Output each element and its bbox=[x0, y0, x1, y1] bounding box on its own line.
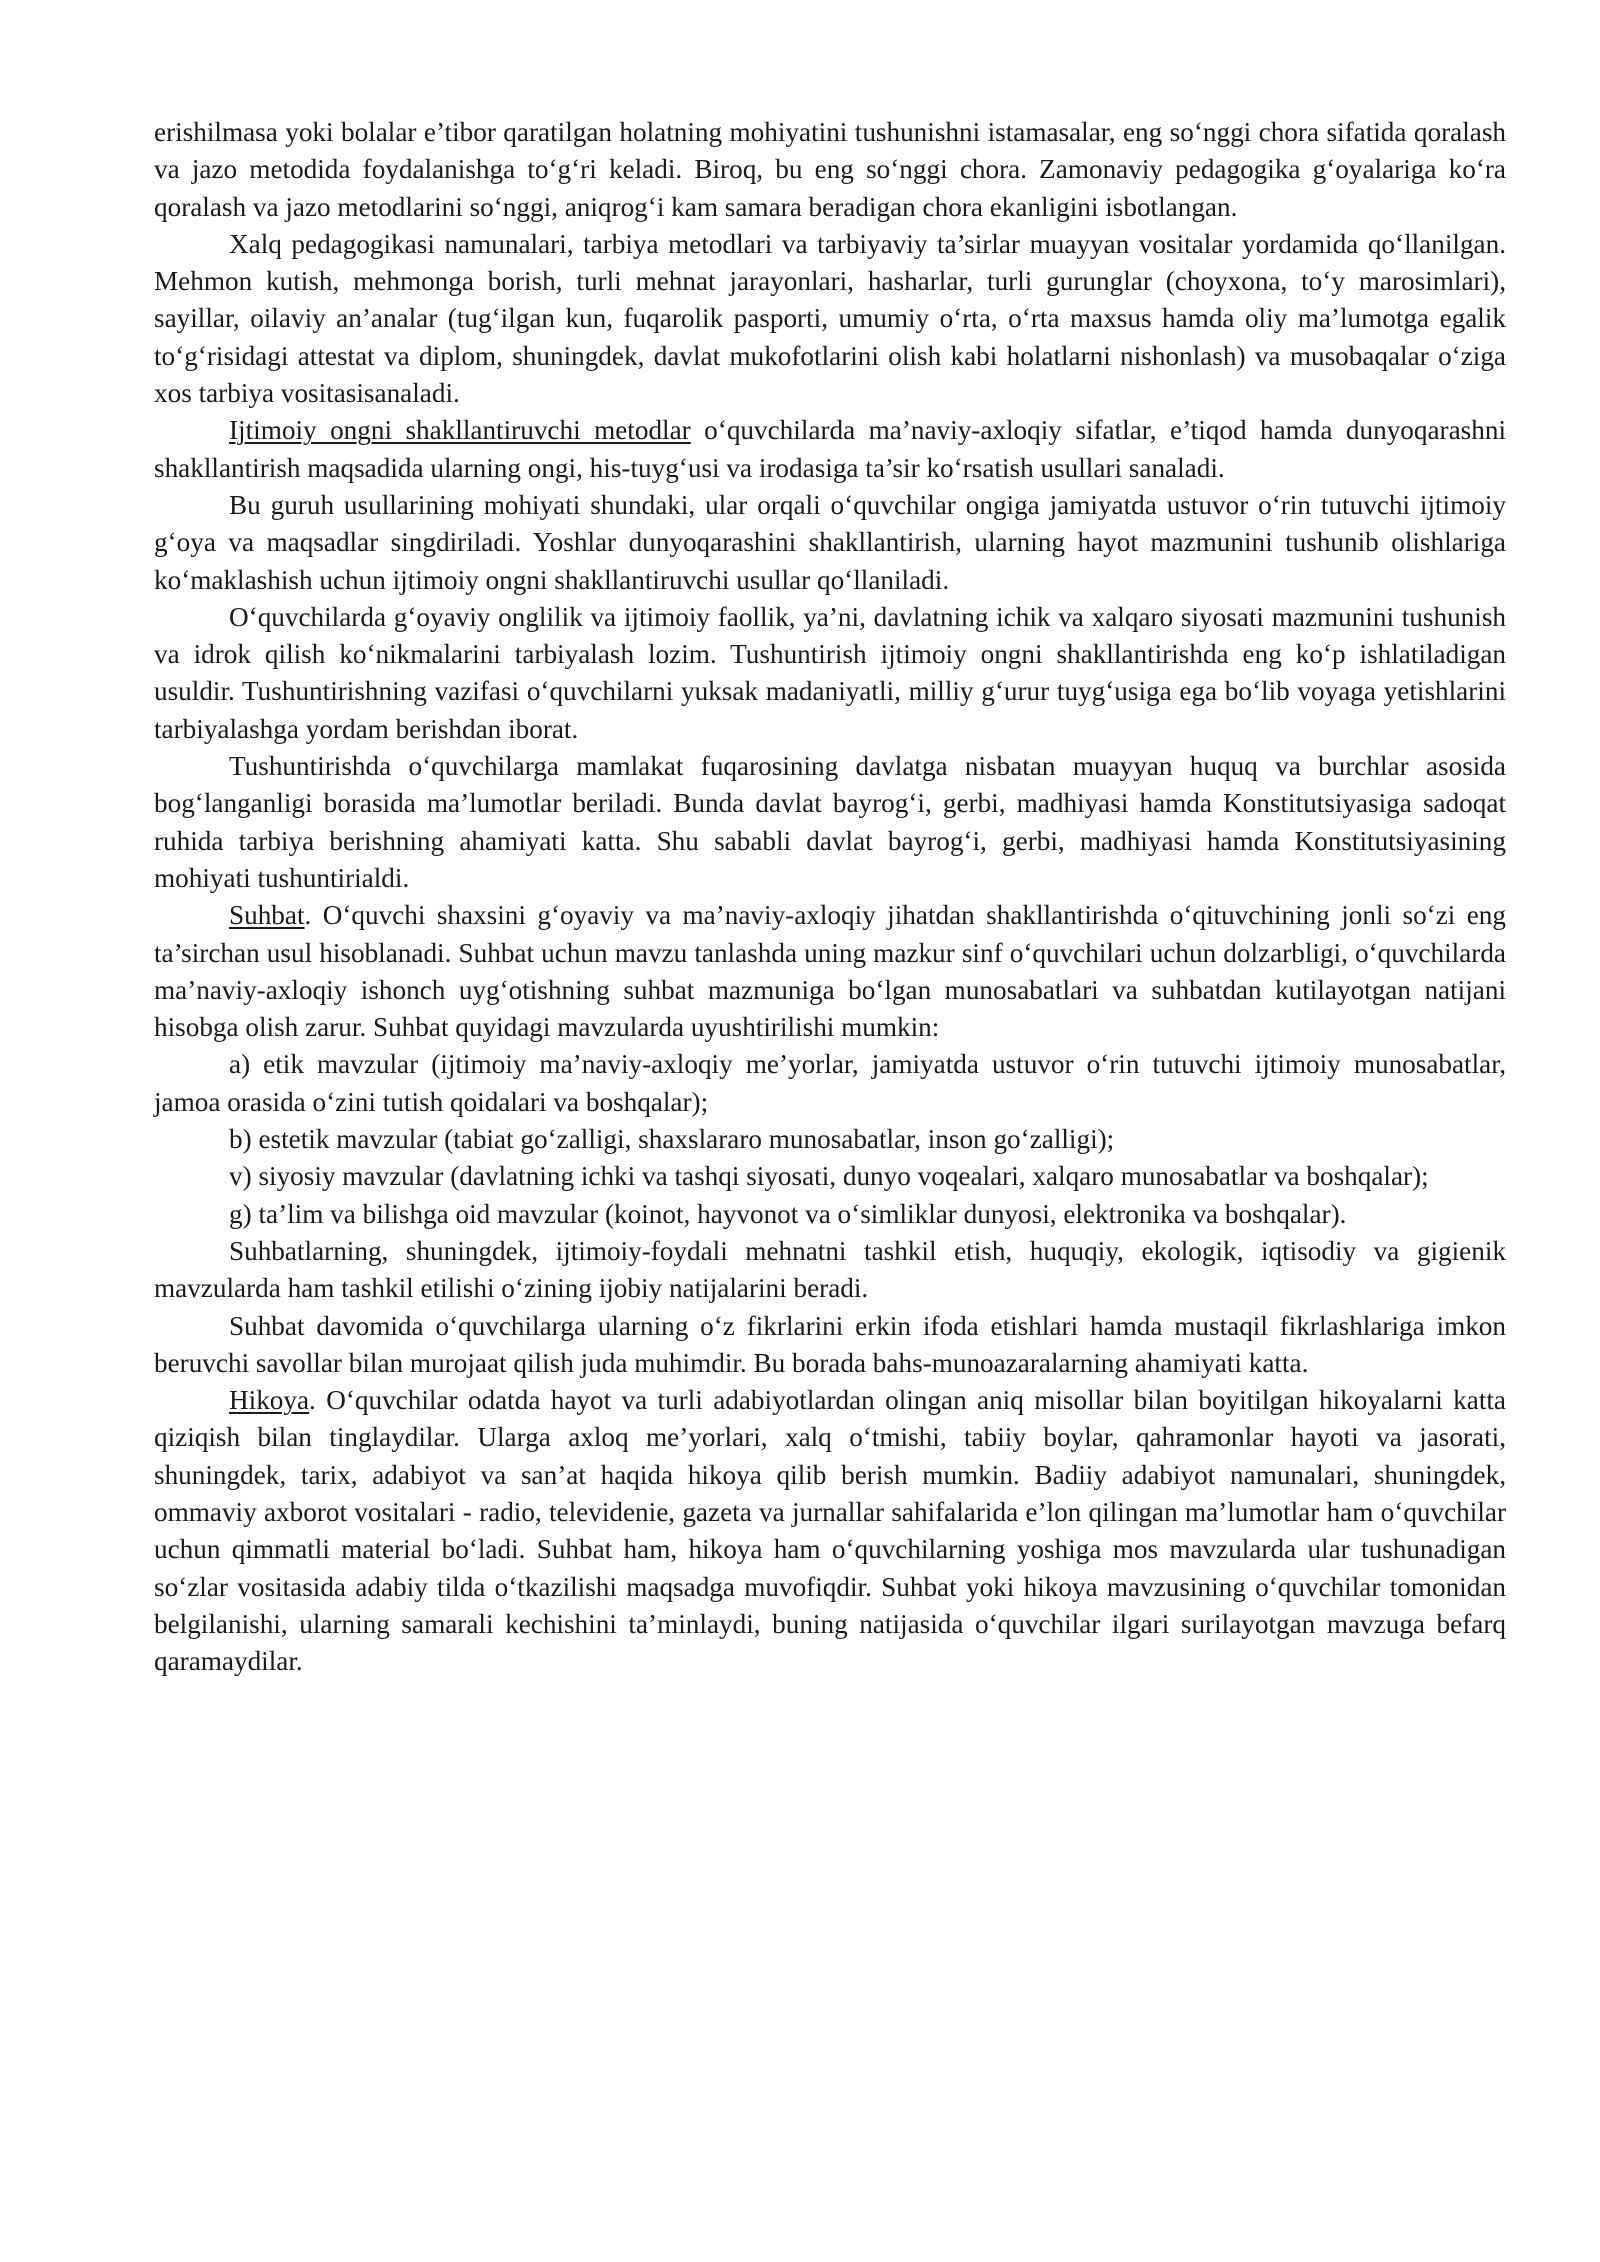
list-item-v-text: v) siyosiy mavzular (davlatning ichki va tashqi siyosati, dunyo voqealari, xalqaro munosabatlar va boshqalar); bbox=[229, 1161, 1429, 1192]
list-item-a-text: a) etik mavzular (ijtimoiy ma’naviy-axloqiy me’yorlar, jamiyatda ustuvor o‘rin tutuvchi ijtimoiy munosabatlar, jamoa orasida o‘zini tutish qoidalari va boshqalar); bbox=[154, 1049, 1506, 1117]
paragraph-2 bbox=[154, 226, 1506, 412]
underlined-term-suhbat: Suhbat bbox=[229, 900, 305, 931]
paragraph-1 bbox=[154, 114, 1506, 226]
paragraph-14 bbox=[154, 1382, 1506, 1680]
underlined-term-hikoya: Hikoya bbox=[229, 1385, 310, 1416]
list-item-g bbox=[154, 1196, 1506, 1233]
paragraph-5 bbox=[154, 599, 1506, 748]
paragraph-2-text: Xalq pedagogikasi namunalari, tarbiya metodlari va tarbiyaviy ta’sirlar muayyan vositalar yordamida qo‘llanilgan. Mehmon kutish, mehmonga borish, turli mehnat jarayonlari, hasharlar, turli gurunglar (choyxona, to‘y marosimlari), sayillar, oilaviy an’analar (tug‘ilgan kun, fuqarolik pasporti, umumiy o‘rta, o‘rta maxsus hamda oliy ma’lumotga egalik to‘g‘risidagi attestat va diplom, shuningdek, davlat mukofotlarini olish kabi holatlarni nishonlash) va musobaqalar o‘ziga xos tarbiya vositasisanaladi. bbox=[154, 228, 1506, 409]
list-item-b-text: b) estetik mavzular (tabiat go‘zalligi, shaxslararo munosabatlar, inson go‘zalligi); bbox=[229, 1124, 1115, 1155]
paragraph-3-text: o‘quvchilarda ma’naviy-axloqiy sifatlar, e’tiqod hamda dunyoqarashni shakllantirish maqsadida ularning ongi, his-tuyg‘usi va irodasiga ta’sir ko‘rsatish usullari sanaladi. bbox=[154, 415, 1506, 483]
paragraph-14-text: . O‘quvchilar odatda hayot va turli adabiyotlardan olingan aniq misollar bilan boyitilgan hikoyalarni katta qiziqish bilan tinglaydilar. Ularga axloq me’yorlari, xalq o‘tmishi, tabiiy boylar, qahramonlar hayoti va jasorati, shuningdek, tarix, adabiyot va san’at haqida hikoya qilib berish mumkin. Badiiy adabiyot namunalari, shuningdek, ommaviy axborot vositalari - radio, televidenie, gazeta va jurnallar sahifalarida e’lon qilingan ma’lumotlar ham o‘quvchilar uchun qimmatli material bo‘ladi. Suhbat ham, hikoya ham o‘quvchilarning yoshiga mos mavzularda ular tushunadigan so‘zlar vositasida adabiy tilda o‘tkazilishi maqsadga muvofiqdir. Suhbat yoki hikoya mavzusining o‘quvchilar tomonidan belgilanishi, ularning samarali kechishini ta’minlaydi, buning natijasida o‘quvchilar ilgari surilayotgan mavzuga befarq qaramaydilar. bbox=[154, 1385, 1506, 1677]
underlined-term-social-consciousness-methods: Ijtimoiy ongni shakllantiruvchi metodlar bbox=[229, 415, 691, 446]
list-item-v bbox=[154, 1158, 1506, 1195]
list-item-b bbox=[154, 1121, 1506, 1158]
paragraph-7-text: . O‘quvchi shaxsini g‘oyaviy va ma’naviy-axloqiy jihatdan shakllantirishda o‘qituvchining jonli so‘zi eng ta’sirchan usul hisoblanadi. Suhbat uchun mavzu tanlashda uning mazkur sinf o‘quvchilari uchun dolzarbligi, o‘quvchilarda ma’naviy-axloqiy ishonch uyg‘otishning suhbat mazmuniga bo‘lgan munosabatlari va suhbatdan kutilayotgan natijani hisobga olish zarur. Suhbat quyidagi mavzularda uyushtirilishi mumkin: bbox=[154, 900, 1506, 1043]
paragraph-4-text: Bu guruh usullarining mohiyati shundaki, ular orqali o‘quvchilar ongiga jamiyatda ustuvor o‘rin tutuvchi ijtimoiy g‘oya va maqsadlar singdiriladi. Yoshlar dunyoqarashini shakllantirish, ularning hayot mazmunini tushunib olishlariga ko‘maklashish uchun ijtimoiy ongni shakllantiruvchi usullar qo‘llaniladi. bbox=[154, 489, 1506, 595]
paragraph-13 bbox=[154, 1308, 1506, 1383]
list-item-a bbox=[154, 1046, 1506, 1121]
paragraph-1-text: erishilmasa yoki bolalar e’tibor qaratilgan holatning mohiyatini tushunishni istamasalar, eng so‘nggi chora sifatida qoralash va jazo metodida foydalanishga to‘g‘ri keladi. Biroq, bu eng so‘nggi chora. Zamonaviy pedagogika g‘oyalariga ko‘ra qoralash va jazo metodlarini so‘nggi, aniqrog‘i kam samara beradigan chora ekanligini isbotlangan. bbox=[154, 117, 1506, 222]
paragraph-13-text: Suhbat davomida o‘quvchilarga ularning o‘z fikrlarini erkin ifoda etishlari hamda mustaqil fikrlashlariga imkon beruvchi savollar bilan murojaat qilish juda muhimdir. Bu borada bahs-munoazaralarning ahamiyati katta. bbox=[154, 1310, 1506, 1378]
paragraph-7 bbox=[154, 897, 1506, 1046]
paragraph-3 bbox=[154, 412, 1506, 487]
paragraph-4 bbox=[154, 487, 1506, 599]
document-page bbox=[154, 114, 1506, 1680]
paragraph-5-text: O‘quvchilarda g‘oyaviy onglilik va ijtimoiy faollik, ya’ni, davlatning ichik va xalqaro siyosati mazmunini tushunish va idrok qilish ko‘nikmalarini tarbiyalash lozim. Tushuntirish ijtimoiy ongni shakllantirishda eng ko‘p ishlatiladigan usuldir. Tushuntirishning vazifasi o‘quvchilarni yuksak madaniyatli, milliy g‘urur tuyg‘usiga ega bo‘lib voyaga yetishlarini tarbiyalashga yordam berishdan iborat. bbox=[154, 601, 1506, 744]
paragraph-6-text: Tushuntirishda o‘quvchilarga mamlakat fuqarosining davlatga nisbatan muayyan huquq va burchlar asosida bog‘langanligi borasida ma’lumotlar beriladi. Bunda davlat bayrog‘i, gerbi, madhiyasi hamda Konstitutsiyasiga sadoqat ruhida tarbiya berishning ahamiyati katta. Shu sababli davlat bayrog‘i, gerbi, madhiyasi hamda Konstitutsiyasining mohiyati tushuntirialdi. bbox=[154, 751, 1506, 893]
paragraph-12 bbox=[154, 1233, 1506, 1308]
paragraph-12-text: Suhbatlarning, shuningdek, ijtimoiy-foydali mehnatni tashkil etish, huquqiy, ekologik, iqtisodiy va gigienik mavzularda ham tashkil etilishi o‘zining ijobiy natijalarini beradi. bbox=[154, 1235, 1506, 1304]
list-item-g-text: g) ta’lim va bilishga oid mavzular (koinot, hayvonot va o‘simliklar dunyosi, elektronika va boshqalar). bbox=[229, 1198, 1347, 1229]
paragraph-6 bbox=[154, 748, 1506, 897]
